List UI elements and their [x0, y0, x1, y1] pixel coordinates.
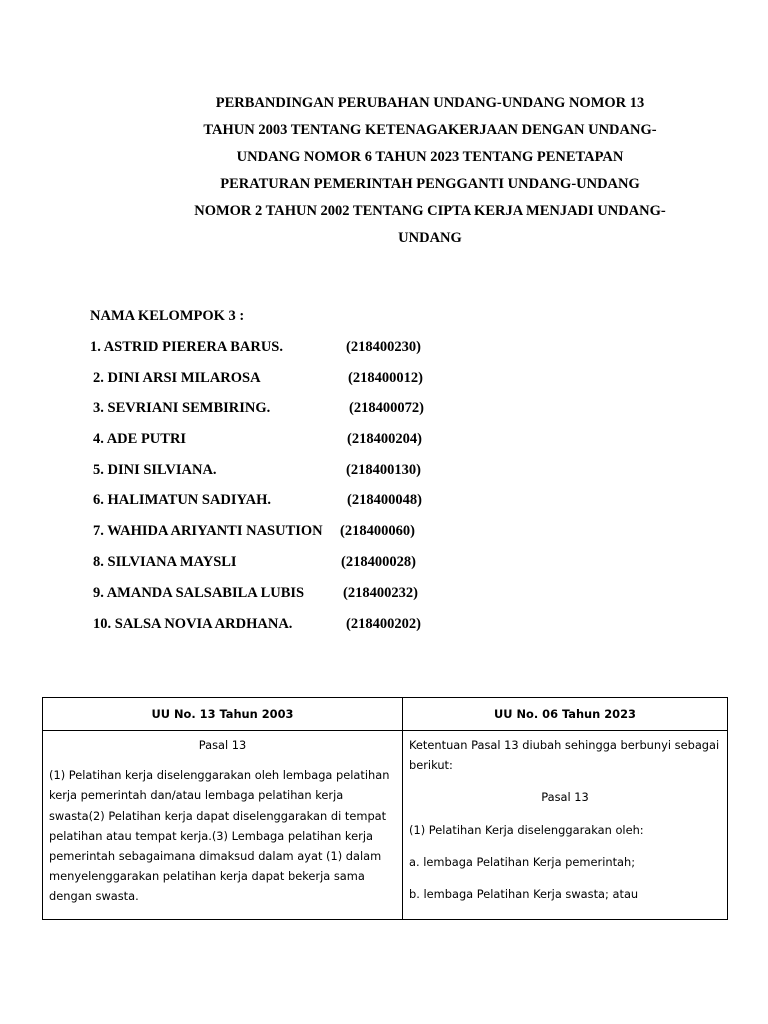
member-id: (218400230) — [346, 339, 421, 355]
text-line: pemerintah sebagaimana dimaksud dalam ayat (1) dalam — [49, 849, 382, 864]
title-line: UNDANG — [398, 230, 462, 246]
cell-uu-2003 — [43, 731, 403, 920]
text-line: kerja pemerintah dan/atau lembaga pelatihan kerja — [49, 788, 344, 803]
member-name: 3. SEVRIANI SEMBIRING. — [93, 400, 271, 416]
member-name: 6. HALIMATUN SADIYAH. — [93, 492, 272, 508]
pasal-heading: Pasal 13 — [198, 738, 247, 752]
table-row — [43, 731, 728, 920]
header-uu-2023: UU No. 06 Tahun 2023 — [403, 698, 728, 731]
text-line: pelatihan atau tempat kerja.(3) Lembaga pelatihan kerja — [49, 828, 373, 843]
group-label: NAMA KELOMPOK 3 : — [90, 308, 245, 324]
intro-line: Ketentuan Pasal 13 diubah sehingga berbunyi sebagai — [409, 738, 720, 752]
title-line: UNDANG NOMOR 6 TAHUN 2023 TENTANG PENETAPAN — [236, 149, 624, 165]
member-name: 1. ASTRID PIERERA BARUS. — [90, 339, 283, 355]
member-name: 10. SALSA NOVIA ARDHANA. — [93, 616, 293, 632]
member-name: 7. WAHIDA ARIYANTI NASUTION — [93, 523, 323, 539]
member-id: (218400048) — [347, 492, 422, 508]
intro-line: berikut: — [409, 758, 453, 773]
member-name: 5. DINI SILVIANA. — [93, 462, 217, 478]
member-name: 2. DINI ARSI MILAROSA — [93, 370, 261, 386]
member-name: 8. SILVIANA MAYSLI — [93, 554, 237, 570]
title-line: PERBANDINGAN PERUBAHAN UNDANG-UNDANG NOMOR 13 — [215, 95, 645, 111]
comparison-table — [42, 697, 728, 920]
member-id: (218400072) — [349, 400, 424, 416]
title-line: TAHUN 2003 TENTANG KETENAGAKERJAAN DENGAN UNDANG- — [203, 122, 657, 138]
text-line: swasta(2) Pelatihan kerja dapat diselenggarakan di tempat — [49, 808, 387, 823]
document-title — [170, 90, 690, 252]
clause-item: a. lembaga Pelatihan Kerja pemerintah; — [409, 854, 636, 869]
member-id: (218400202) — [346, 616, 421, 632]
clause-item: b. lembaga Pelatihan Kerja swasta; atau — [409, 887, 639, 902]
pasal-heading: Pasal 13 — [541, 790, 589, 805]
clause-item: (1) Pelatihan Kerja diselenggarakan oleh: — [409, 822, 644, 837]
member-id: (218400028) — [341, 554, 416, 570]
member-id: (218400204) — [347, 431, 422, 447]
member-id: (218400060) — [340, 523, 415, 539]
member-id: (218400232) — [343, 585, 418, 601]
title-line: NOMOR 2 TAHUN 2002 TENTANG CIPTA KERJA MENJADI UNDANG- — [194, 203, 666, 219]
text-line: menyelenggarakan pelatihan kerja dapat bekerja sama — [49, 869, 365, 884]
cell-uu-2023 — [403, 731, 728, 920]
text-line: dengan swasta. — [49, 889, 139, 904]
title-line: PERATURAN PEMERINTAH PENGGANTI UNDANG-UNDANG — [220, 176, 640, 192]
member-name: 9. AMANDA SALSABILA LUBIS — [93, 585, 305, 601]
table-header-row — [43, 698, 728, 731]
member-id: (218400012) — [348, 370, 423, 386]
header-uu-2003: UU No. 13 Tahun 2003 — [43, 698, 403, 731]
member-id: (218400130) — [346, 462, 421, 478]
member-name: 4. ADE PUTRI — [93, 431, 187, 447]
text-line: (1) Pelatihan kerja diselenggarakan oleh lembaga pelatihan — [49, 768, 390, 783]
